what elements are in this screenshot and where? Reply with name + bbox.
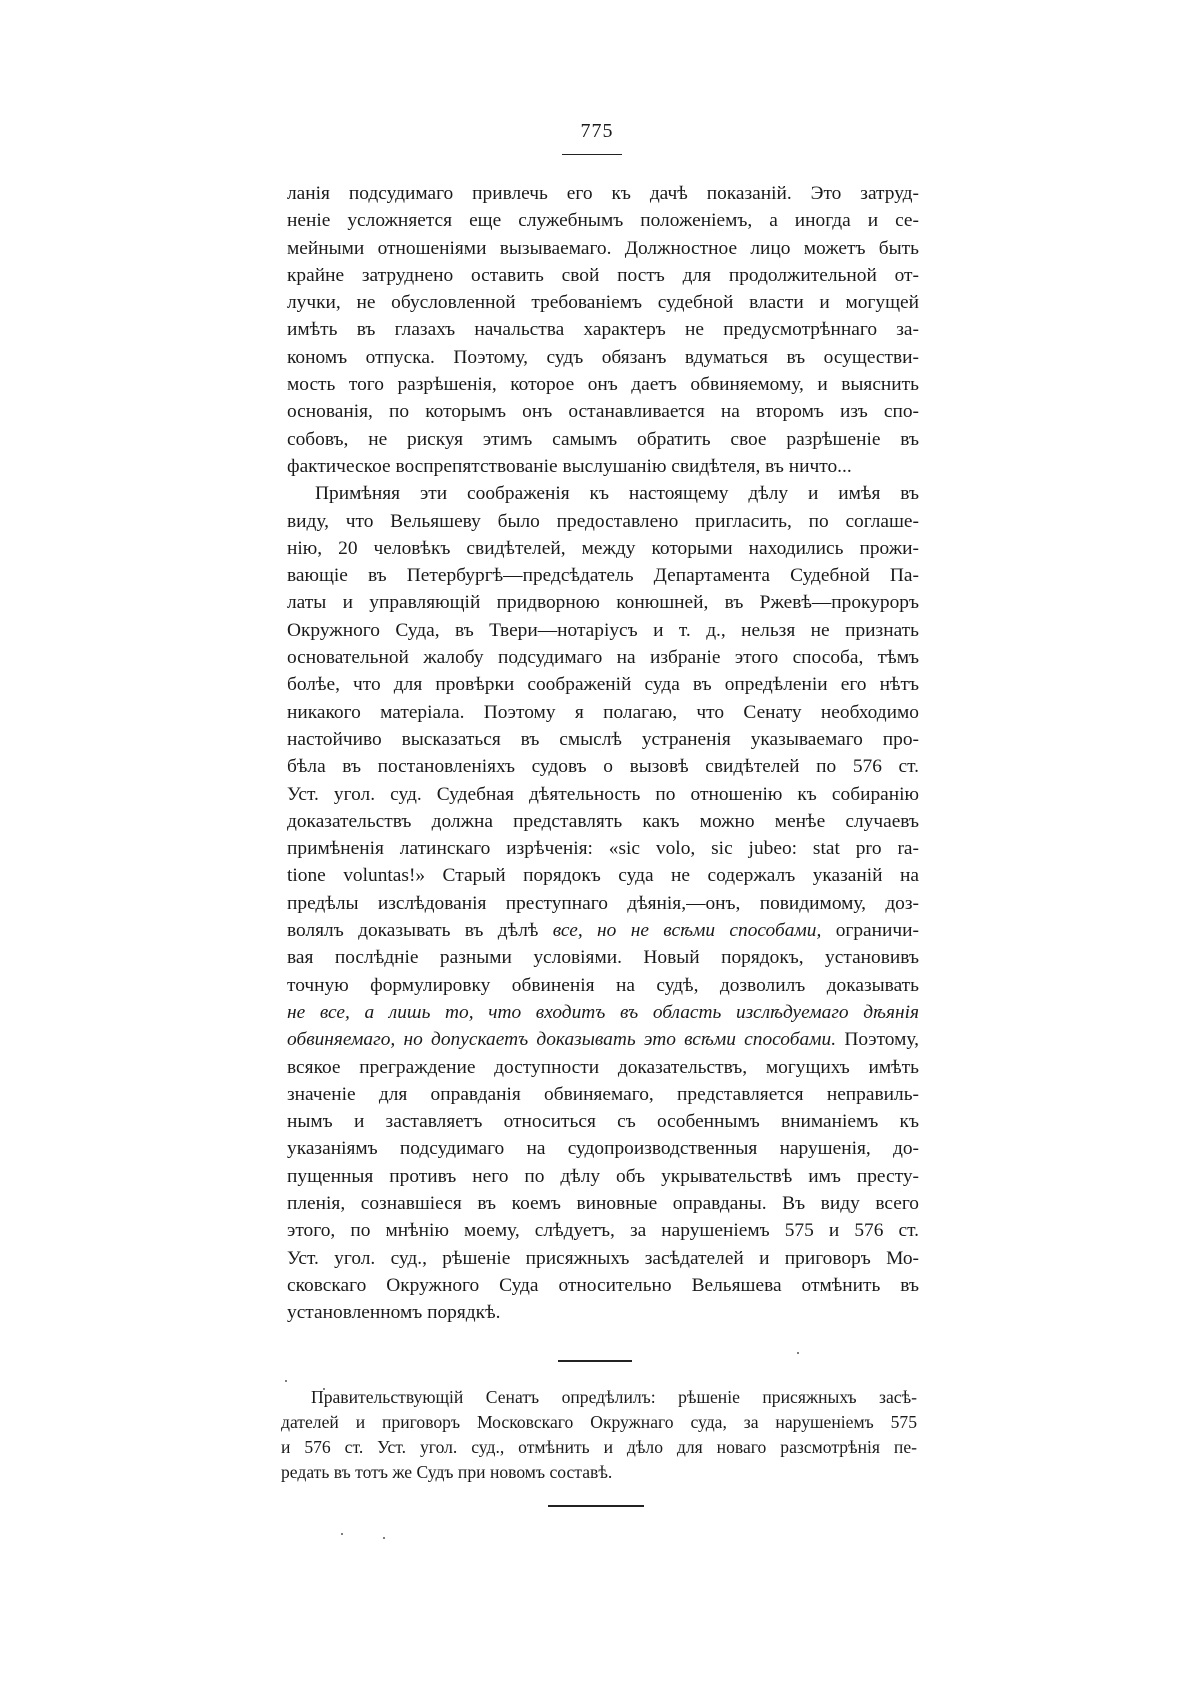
text-line: редать въ тотъ же Судъ при новомъ составѣ. [281, 1462, 613, 1482]
paragraph-opinion [287, 480, 919, 1326]
text-line: лучки, не обусловленной требованіемъ судебной власти и могущей [287, 292, 919, 314]
text-run: ограничи- [821, 920, 919, 942]
text-line: кономъ отпуска. Поэтому, судъ обязанъ вдуматься въ осуществи- [287, 346, 919, 368]
text-line: всякое преграждение доступности доказательствъ, могущихъ имѣть [287, 1056, 919, 1078]
print-speck [383, 1537, 385, 1539]
text-line: Правительствующій Сенатъ опредѣлилъ: рѣшеніе присяжныхъ засѣ- [311, 1387, 917, 1407]
text-line: сковскаго Окружного Суда относительно Вельяшева отмѣнить въ [287, 1274, 919, 1296]
print-speck [285, 1380, 287, 1382]
senate-resolution [281, 1385, 917, 1485]
text-line: пущенныя противъ него по дѣлу объ укрывательствѣ имъ престу- [287, 1165, 919, 1187]
section-divider [558, 1360, 632, 1362]
resolution-paragraph [281, 1385, 917, 1485]
main-text [287, 180, 919, 1326]
text-line: пленія, сознавшіеся въ коемъ виновные оправданы. Въ виду всего [287, 1192, 919, 1214]
text-line: Примѣняя эти соображенія къ настоящему дѣлу и имѣя въ [315, 483, 919, 505]
text-line: вающіе въ Петербургѣ—предсѣдатель Департамента Судебной Па- [287, 565, 919, 587]
text-line: нію, 20 человѣкъ свидѣтелей, между которыми находились прожи- [287, 537, 919, 559]
text-line: латы и управляющій придворною конюшней, въ Ржевѣ—прокуроръ [287, 592, 919, 614]
text-line [287, 917, 919, 944]
text-line: неніе усложняется еще служебнымъ положеніемъ, а иногда и се- [287, 210, 919, 232]
text-line: бѣла въ постановленіяхъ судовъ о вызовѣ свидѣтелей по 576 ст. [287, 756, 919, 778]
text-line: точную формулировку обвиненія на судѣ, дозволилъ доказывать [287, 974, 919, 996]
text-line: основательной жалобу подсудимаго на избраніе этого способа, тѣмъ [287, 647, 919, 669]
page-number-rule [562, 154, 622, 155]
text-run: Поэтому, [836, 1029, 919, 1051]
text-line: Уст. угол. суд. Судебная дѣятельность по отношенію къ собиранію [287, 783, 919, 805]
text-line: Окружного Суда, въ Твери—нотаріусъ и т. д., нельзя не признать [287, 619, 919, 641]
text-line: tione voluntas!» Старый порядокъ суда не содержалъ указаній на [287, 865, 919, 887]
text-line: значеніе для оправданія обвиняемаго, представляется неправиль- [287, 1083, 919, 1105]
text-line: предѣлы изслѣдованія преступнаго дѣянія,—онъ, повидимому, доз- [287, 892, 919, 914]
text-line: Уст. угол. суд., рѣшеніе присяжныхъ засѣдателей и приговоръ Мо- [287, 1247, 919, 1269]
text-line: дателей и приговоръ Московскаго Окружнаго суда, за нарушеніемъ 575 [281, 1412, 917, 1432]
end-divider [548, 1505, 644, 1507]
paragraph-continuation [287, 180, 919, 480]
text-line: этого, по мнѣнію моему, слѣдуетъ, за нарушеніемъ 575 и 576 ст. [287, 1220, 919, 1242]
text-line: основанія, по которымъ онъ останавливается на второмъ изъ спо- [287, 401, 919, 423]
text-line: ланія подсудимаго привлечь его къ дачѣ показаній. Это затруд- [287, 183, 919, 204]
text-line: и 576 ст. Уст. угол. суд., отмѣнить и дѣло для новаго разсмотрѣнія пе- [281, 1437, 917, 1457]
text-line: крайне затруднено оставить свой постъ для продолжительной от- [287, 264, 919, 286]
italic-run: все, но не всѣми способами, [552, 920, 822, 942]
italic-run: обвиняемаго, но допускаетъ доказывать это всѣми способами. [287, 1029, 837, 1051]
text-line [287, 999, 919, 1026]
text-line [287, 1026, 919, 1053]
text-line: никакого матеріала. Поэтому я полагаю, что Сенату необходимо [287, 701, 919, 723]
text-line: примѣненія латинскаго изрѣченія: «sic volo, sic jubeo: stat pro ra- [287, 838, 919, 860]
text-line: указаніямъ подсудимаго на судопроизводственныя нарушенія, до- [287, 1138, 919, 1160]
text-line: нымъ и заставляетъ относиться съ особеннымъ вниманіемъ къ [287, 1111, 919, 1133]
text-line: вая послѣдніе разными условіями. Новый порядокъ, установивъ [287, 947, 919, 969]
text-line: собовъ, не рискуя этимъ самымъ обратить свое разрѣшеніе въ [287, 428, 919, 450]
text-line: мейными отношеніями вызываемаго. Должностное лицо можетъ быть [287, 237, 919, 259]
text-line: болѣе, что для провѣрки соображеній суда въ опредѣленіи его нѣтъ [287, 674, 919, 696]
italic-run: не все, а лишь то, что входитъ въ область изслѣдуемаго дѣянія [287, 1001, 919, 1023]
text-line: доказательствъ должна представлять какъ можно менѣе случаевъ [287, 810, 919, 832]
text-line: фактическое воспрепятствованіе выслушанію свидѣтеля, въ ничто... [287, 455, 852, 477]
text-line: установленномъ порядкѣ. [287, 1302, 501, 1324]
text-run: волялъ доказывать въ дѣлѣ [287, 920, 553, 942]
print-speck [797, 1352, 799, 1354]
text-line: виду, что Вельяшеву было предоставлено пригласить, по соглаше- [287, 510, 919, 532]
print-speck [341, 1533, 343, 1535]
page-number: 775 [580, 120, 614, 142]
text-line: имѣть въ глазахъ начальства характеръ не предусмотрѣннаго за- [287, 319, 919, 341]
text-line: мость того разрѣшенія, которое онъ даетъ обвиняемому, и выяснить [287, 374, 919, 396]
text-line: настойчиво высказаться въ смыслѣ устраненія указываемаго про- [287, 728, 919, 750]
